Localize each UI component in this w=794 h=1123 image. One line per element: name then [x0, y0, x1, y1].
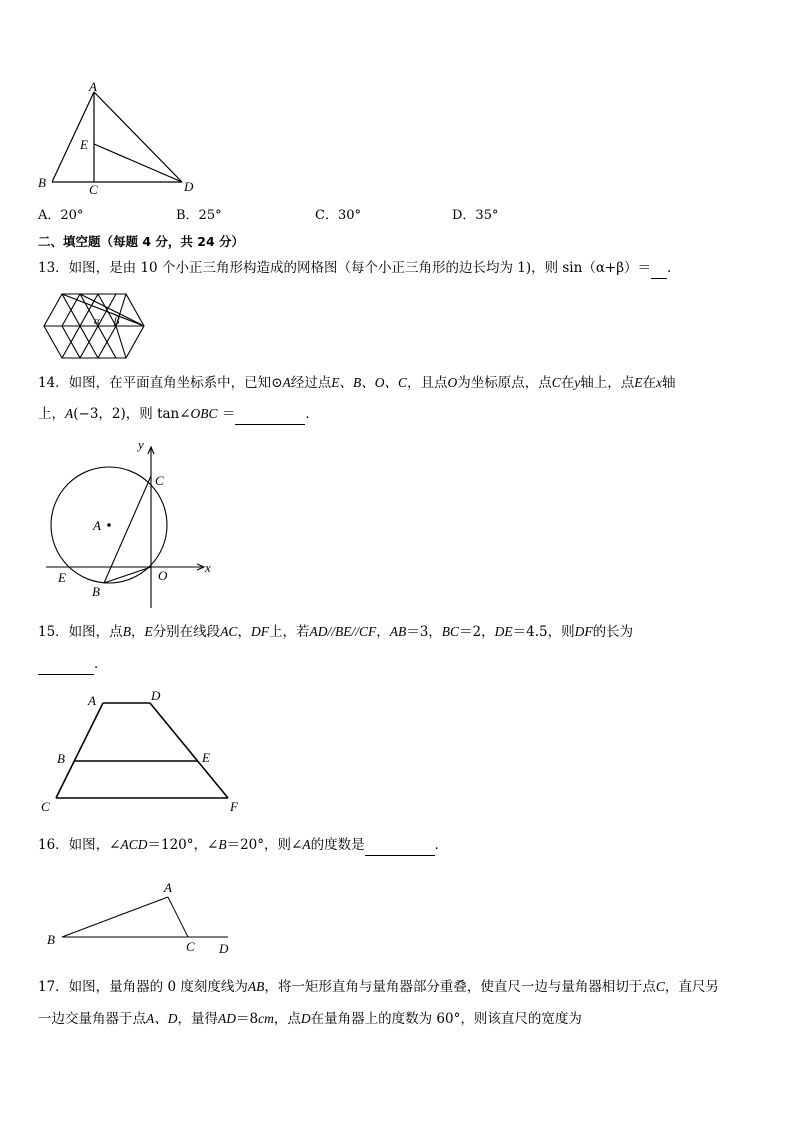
q15-text: ，	[481, 624, 495, 640]
q14-var: y	[574, 375, 581, 390]
q12-label-B: B	[38, 175, 46, 190]
q15-text: 15．如图，点	[38, 624, 123, 640]
q12-option-c: C．30°	[315, 208, 361, 223]
q15-text: ，则	[547, 624, 575, 640]
q17-text: ，量得	[177, 1011, 218, 1027]
q17-var: cm	[258, 1011, 274, 1026]
q14-circle-symbol: ⊙	[271, 375, 283, 391]
q14-text: 上，	[38, 406, 65, 422]
q16-var: B	[218, 837, 227, 852]
q13-label-beta: β	[114, 315, 120, 327]
q17-text: 一边交量角器于点	[38, 1011, 146, 1027]
q16-end: ．	[434, 837, 449, 853]
q16-text: 的度数是	[310, 837, 365, 853]
q14-var: O	[447, 375, 458, 390]
q15-var: AC	[220, 624, 238, 639]
q14-var: OBC	[190, 406, 218, 421]
q15-var: DE	[494, 624, 513, 639]
q17-line-2	[38, 1009, 582, 1029]
q14-text: (−3，2)，则 tan∠	[73, 406, 191, 422]
q16-text: ＝20°，则∠	[226, 837, 303, 853]
q15-end: ．	[94, 656, 108, 672]
q14-var: A	[65, 406, 74, 421]
q16-text: 16．如图，∠	[38, 837, 121, 853]
q16-seg-AC	[168, 897, 188, 937]
q17-var: D	[300, 1011, 311, 1026]
q17-text: ，直尺另	[664, 979, 719, 995]
q15-text: 上，若	[268, 624, 310, 640]
q13-end: ．	[667, 260, 681, 276]
q14-label-O: O	[158, 568, 168, 583]
q16-text: ＝120°，∠	[147, 837, 219, 853]
q14-text: 14．如图，在平面直角坐标系中，已知	[38, 375, 272, 391]
q17-text: ＝8	[236, 1011, 259, 1027]
q15-var: BC	[441, 624, 460, 639]
q15-text: 的长为	[592, 624, 634, 640]
q15-var: DF	[574, 624, 593, 639]
q16-label-D: D	[219, 941, 229, 956]
q15-label-E: E	[202, 750, 210, 765]
q15-text: ，	[237, 624, 251, 640]
q16-var: ACD	[120, 837, 148, 852]
q17-var: C	[655, 979, 665, 994]
q15-text: ＝3	[406, 624, 429, 640]
q15-text: ＝4.5	[512, 624, 548, 640]
q17-text: 17．如图，量角器的 0 度刻度线为	[38, 979, 248, 995]
q14-label-x: x	[205, 560, 211, 575]
q14-text: 经过点	[290, 375, 332, 391]
q17-var: AB	[247, 979, 265, 994]
q14-label-y: y	[138, 437, 144, 452]
q17-var: A、D	[146, 1011, 178, 1026]
q14-end: ．	[305, 406, 319, 422]
q16-seg-BA	[62, 897, 168, 937]
q15-text: ，	[130, 624, 145, 640]
q16-label-B: B	[47, 932, 55, 947]
q15-var: B	[122, 624, 131, 639]
q15-var: AB	[389, 624, 407, 639]
q12-option-b: B．25°	[176, 208, 222, 223]
q17-text: ，点	[273, 1011, 301, 1027]
q16-label-A: A	[164, 880, 172, 895]
q14-text: 轴	[662, 375, 676, 391]
q14-label-C: C	[155, 473, 164, 488]
section-title-fill-in: 二、填空题（每题 4 分，共 24 分）	[38, 234, 245, 249]
q14-label-E: E	[58, 570, 66, 585]
q12-label-E: E	[80, 137, 88, 152]
q15-var: DF	[250, 624, 269, 639]
q15-text: ＝2	[459, 624, 482, 640]
q13-text: 13．如图，是由 10 个小正三角形构造成的网格图（每个小正三角形的边长均为 1)，则 sin（α+β）＝	[38, 260, 652, 276]
q17-line-1	[38, 977, 719, 997]
q15-var: E	[144, 624, 153, 639]
q12-option-d: D．35°	[452, 208, 499, 223]
q14-label-A: A	[93, 518, 101, 533]
q16-label-C: C	[186, 939, 195, 954]
q15-text: 分别在线段	[152, 624, 221, 640]
q17-var: AD	[218, 1011, 236, 1026]
q14-text: ＝	[217, 406, 236, 422]
q15-label-F: F	[230, 799, 238, 814]
q15-label-A: A	[88, 693, 96, 708]
q12-label-C: C	[89, 182, 98, 197]
q13-label-alpha: α	[94, 315, 100, 327]
q14-text: 轴上，点	[580, 375, 635, 391]
q14-text: 在	[642, 375, 657, 391]
q14-text: ，且点	[407, 375, 448, 391]
q14-text: 为坐标原点，点	[457, 375, 552, 391]
q17-text: ，将一矩形直角与量角器部分重叠，使直尺一边与量角器相切于点	[264, 979, 656, 995]
q15-label-C: C	[41, 799, 50, 814]
q15-text: ，	[428, 624, 442, 640]
q12-option-a: A．20°	[38, 208, 84, 223]
q15-label-D: D	[151, 688, 161, 703]
q14-label-B: B	[92, 584, 100, 599]
q15-text: ，	[376, 624, 390, 640]
q15-var: AD//BE//CF	[309, 624, 377, 639]
q14-var: x	[656, 375, 663, 390]
q14-var: E	[634, 375, 643, 390]
q14-var: E、B、O、C	[331, 375, 407, 390]
q14-var: A	[282, 375, 291, 390]
q12-label-A: A	[89, 79, 97, 94]
q17-text: 在量角器上的度数为 60°，则该直尺的宽度为	[310, 1011, 582, 1027]
q14-text: 在	[560, 375, 575, 391]
q16-var: A	[302, 837, 311, 852]
q15-label-B: B	[57, 751, 65, 766]
q14-var: C	[551, 375, 561, 390]
q12-label-D: D	[184, 179, 194, 194]
